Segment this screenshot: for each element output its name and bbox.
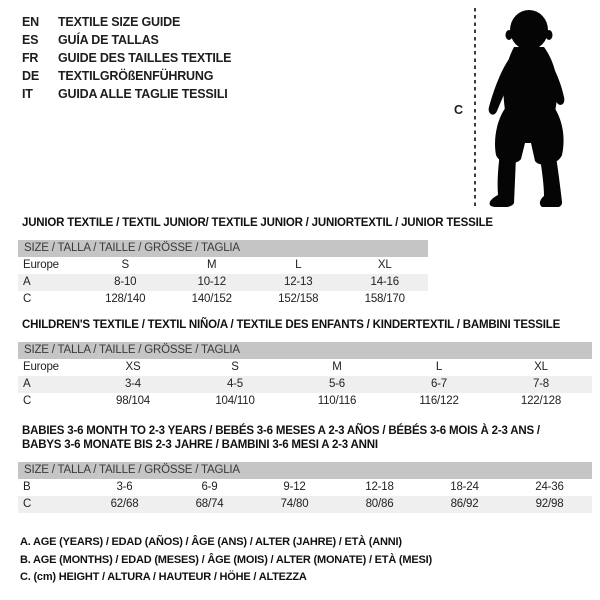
table-cell: S: [231, 360, 239, 373]
table-cell: 12-18: [365, 481, 394, 493]
table-cell: XL: [377, 258, 392, 271]
table-size-header: SIZE / TALLA / TAILLE / GRÖSSE / TAGLIA: [18, 240, 428, 257]
row-label: B: [23, 481, 31, 493]
table-size-header: SIZE / TALLA / TAILLE / GRÖSSE / TAGLIA: [18, 462, 592, 479]
table-row: [18, 359, 592, 376]
height-dashed-line: [474, 8, 476, 209]
row-label: C: [23, 292, 32, 305]
table-cell: 10-12: [197, 275, 226, 288]
row-label: A: [23, 275, 31, 288]
table-cell: 86/92: [450, 498, 479, 510]
table-row: [18, 274, 428, 291]
table-cell: 110/116: [317, 394, 357, 407]
row-label: C: [23, 498, 32, 510]
language-code: FR: [22, 51, 39, 65]
table-cell: XS: [125, 360, 141, 373]
table-cell: 104/110: [215, 394, 255, 407]
table-cell: 140/152: [191, 292, 232, 305]
table-cell: 98/104: [116, 394, 150, 407]
table-cell: 128/140: [105, 292, 146, 305]
junior-textile-section: [18, 217, 493, 308]
section-title-line: CHILDREN'S TEXTILE / TEXTIL NIÑO/A / TEXTILE DES ENFANTS / KINDERTEXTIL / BAMBINI TESSILE: [22, 319, 561, 331]
language-title: TEXTILGRÖßENFÜHRUNG: [58, 69, 214, 83]
table-cell: XL: [534, 360, 548, 373]
height-measure-label: C: [454, 103, 464, 117]
table-cell: 7-8: [532, 377, 550, 390]
table-cell: 24-36: [535, 481, 564, 493]
baby-silhouette-icon: [482, 7, 570, 207]
section-title-line: BABIES 3-6 MONTH TO 2-3 YEARS / BEBÉS 3-6 MESES A 2-3 AÑOS / BÉBÉS 3-6 MOIS À 2-3 ANS /: [22, 425, 540, 437]
table-cell: 6-7: [430, 377, 448, 390]
row-label: Europe: [23, 360, 59, 373]
childrens-textile-section: [18, 319, 592, 410]
table-cell: 92/98: [535, 498, 564, 510]
table-cell: 116/122: [419, 394, 459, 407]
table-row: [18, 479, 592, 496]
language-row: [22, 67, 231, 85]
table-cell: 4-5: [226, 377, 244, 390]
language-title-block: [22, 13, 231, 103]
table-cell: L: [435, 360, 443, 373]
language-title: GUÍA DE TALLAS: [58, 33, 159, 47]
table-cell: 5-6: [328, 377, 346, 390]
table-row: [18, 496, 592, 513]
row-label: C: [23, 394, 32, 407]
table-cell: 158/170: [364, 292, 405, 305]
language-row: [22, 13, 231, 31]
language-row: [22, 49, 231, 67]
note-height-cm: C. (cm) HEIGHT / ALTURA / HAUTEUR / HÖHE / ALTEZZA: [20, 571, 307, 583]
table-size-header: SIZE / TALLA / TAILLE / GRÖSSE / TAGLIA: [18, 342, 592, 359]
babies-textile-section: [18, 425, 592, 513]
table-cell: S: [121, 258, 129, 271]
baby-figure: [440, 0, 600, 215]
table-cell: 152/158: [278, 292, 319, 305]
language-code: IT: [22, 87, 33, 101]
row-label: Europe: [23, 258, 59, 271]
language-code: DE: [22, 69, 39, 83]
table-rows: [18, 257, 428, 308]
table-cell: M: [332, 360, 342, 373]
section-title-line: BABYS 3-6 MONATE BIS 2-3 JAHRE / BAMBINI 3-6 MESI A 2-3 ANNI: [22, 438, 378, 451]
table-row: [18, 291, 428, 308]
language-code: EN: [22, 15, 39, 29]
table-row: [18, 393, 592, 410]
table-cell: 80/86: [365, 498, 394, 510]
language-code: ES: [22, 33, 39, 47]
note-age-years: A. AGE (YEARS) / EDAD (AÑOS) / ÂGE (ANS) / ALTER (JAHRE) / ETÀ (ANNI): [20, 536, 402, 548]
legend-notes: [20, 534, 432, 587]
table-title: [18, 217, 493, 231]
table-row: [18, 376, 592, 393]
row-label: A: [23, 377, 31, 390]
table-cell: 8-10: [114, 275, 137, 288]
table-cell: 18-24: [450, 481, 479, 493]
table-row: [18, 257, 428, 274]
table-cell: L: [295, 258, 302, 271]
table-title: [18, 425, 592, 452]
language-title: GUIDE DES TAILLES TEXTILE: [58, 51, 232, 65]
table-cell: 68/74: [195, 498, 224, 510]
language-row: [22, 31, 231, 49]
table-rows: [18, 479, 592, 513]
table-cell: 122/128: [520, 394, 562, 407]
table-cell: M: [207, 258, 217, 271]
language-title: TEXTILE SIZE GUIDE: [58, 15, 181, 29]
table-rows: [18, 359, 592, 410]
table-cell: 3-4: [124, 377, 142, 390]
table-cell: 3-6: [116, 481, 133, 493]
note-age-months: B. AGE (MONTHS) / EDAD (MESES) / ÂGE (MOIS) / ALTER (MONATE) / ETÀ (MESI): [20, 553, 432, 566]
table-cell: 74/80: [280, 498, 309, 510]
language-row: [22, 85, 231, 103]
table-cell: 12-13: [284, 275, 313, 288]
section-title-line: JUNIOR TEXTILE / TEXTIL JUNIOR/ TEXTILE JUNIOR / JUNIORTEXTIL / JUNIOR TESSILE: [22, 217, 493, 229]
language-title: GUIDA ALLE TAGLIE TESSILI: [58, 87, 228, 101]
table-cell: 6-9: [201, 481, 218, 493]
table-cell: 62/68: [110, 498, 139, 510]
table-cell: 14-16: [370, 275, 399, 288]
table-cell: 9-12: [283, 481, 306, 493]
table-title: [18, 319, 592, 333]
